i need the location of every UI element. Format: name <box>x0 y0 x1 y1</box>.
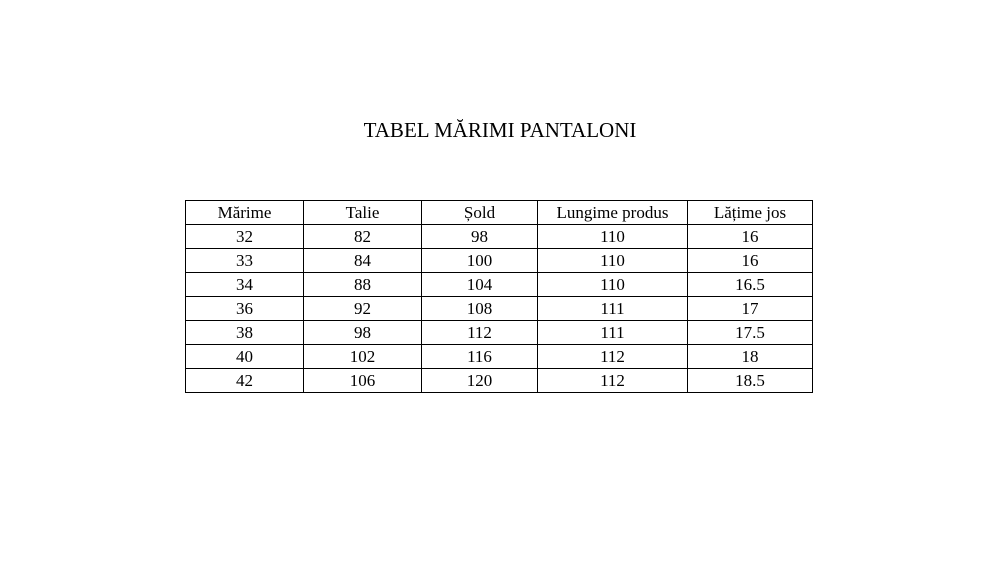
cell-size: 42 <box>186 369 304 393</box>
header-row <box>186 201 813 225</box>
table-row <box>186 249 813 273</box>
cell-hip: 100 <box>422 249 538 273</box>
cell-hip: 112 <box>422 321 538 345</box>
page-title: TABEL MĂRIMI PANTALONI <box>363 118 637 142</box>
cell-hip: 104 <box>422 273 538 297</box>
cell-product-length: 112 <box>538 345 688 369</box>
cell-bottom-width: 18.5 <box>688 369 813 393</box>
cell-product-length: 111 <box>538 297 688 321</box>
cell-size: 40 <box>186 345 304 369</box>
cell-size: 36 <box>186 297 304 321</box>
cell-bottom-width: 17.5 <box>688 321 813 345</box>
cell-size: 33 <box>186 249 304 273</box>
cell-size: 32 <box>186 225 304 249</box>
cell-waist: 106 <box>304 369 422 393</box>
cell-product-length: 110 <box>538 249 688 273</box>
header-size: Mărime <box>186 201 304 225</box>
cell-bottom-width: 18 <box>688 345 813 369</box>
cell-waist: 98 <box>304 321 422 345</box>
cell-bottom-width: 17 <box>688 297 813 321</box>
table-row <box>186 321 813 345</box>
table-row <box>186 345 813 369</box>
cell-product-length: 110 <box>538 273 688 297</box>
table-row <box>186 369 813 393</box>
cell-waist: 88 <box>304 273 422 297</box>
cell-product-length: 112 <box>538 369 688 393</box>
cell-waist: 102 <box>304 345 422 369</box>
cell-size: 34 <box>186 273 304 297</box>
cell-waist: 92 <box>304 297 422 321</box>
table-body <box>186 225 813 393</box>
cell-hip: 98 <box>422 225 538 249</box>
header-bottom-width: Lățime jos <box>688 201 813 225</box>
header-waist: Talie <box>304 201 422 225</box>
header-hip: Șold <box>422 201 538 225</box>
table-header <box>186 201 813 225</box>
table-row <box>186 297 813 321</box>
cell-waist: 82 <box>304 225 422 249</box>
header-product-length: Lungime produs <box>538 201 688 225</box>
cell-hip: 120 <box>422 369 538 393</box>
cell-product-length: 111 <box>538 321 688 345</box>
cell-hip: 108 <box>422 297 538 321</box>
cell-product-length: 110 <box>538 225 688 249</box>
table-row <box>186 273 813 297</box>
cell-waist: 84 <box>304 249 422 273</box>
cell-size: 38 <box>186 321 304 345</box>
cell-bottom-width: 16 <box>688 225 813 249</box>
cell-bottom-width: 16.5 <box>688 273 813 297</box>
cell-hip: 116 <box>422 345 538 369</box>
size-chart-table <box>185 200 813 393</box>
cell-bottom-width: 16 <box>688 249 813 273</box>
table-row <box>186 225 813 249</box>
